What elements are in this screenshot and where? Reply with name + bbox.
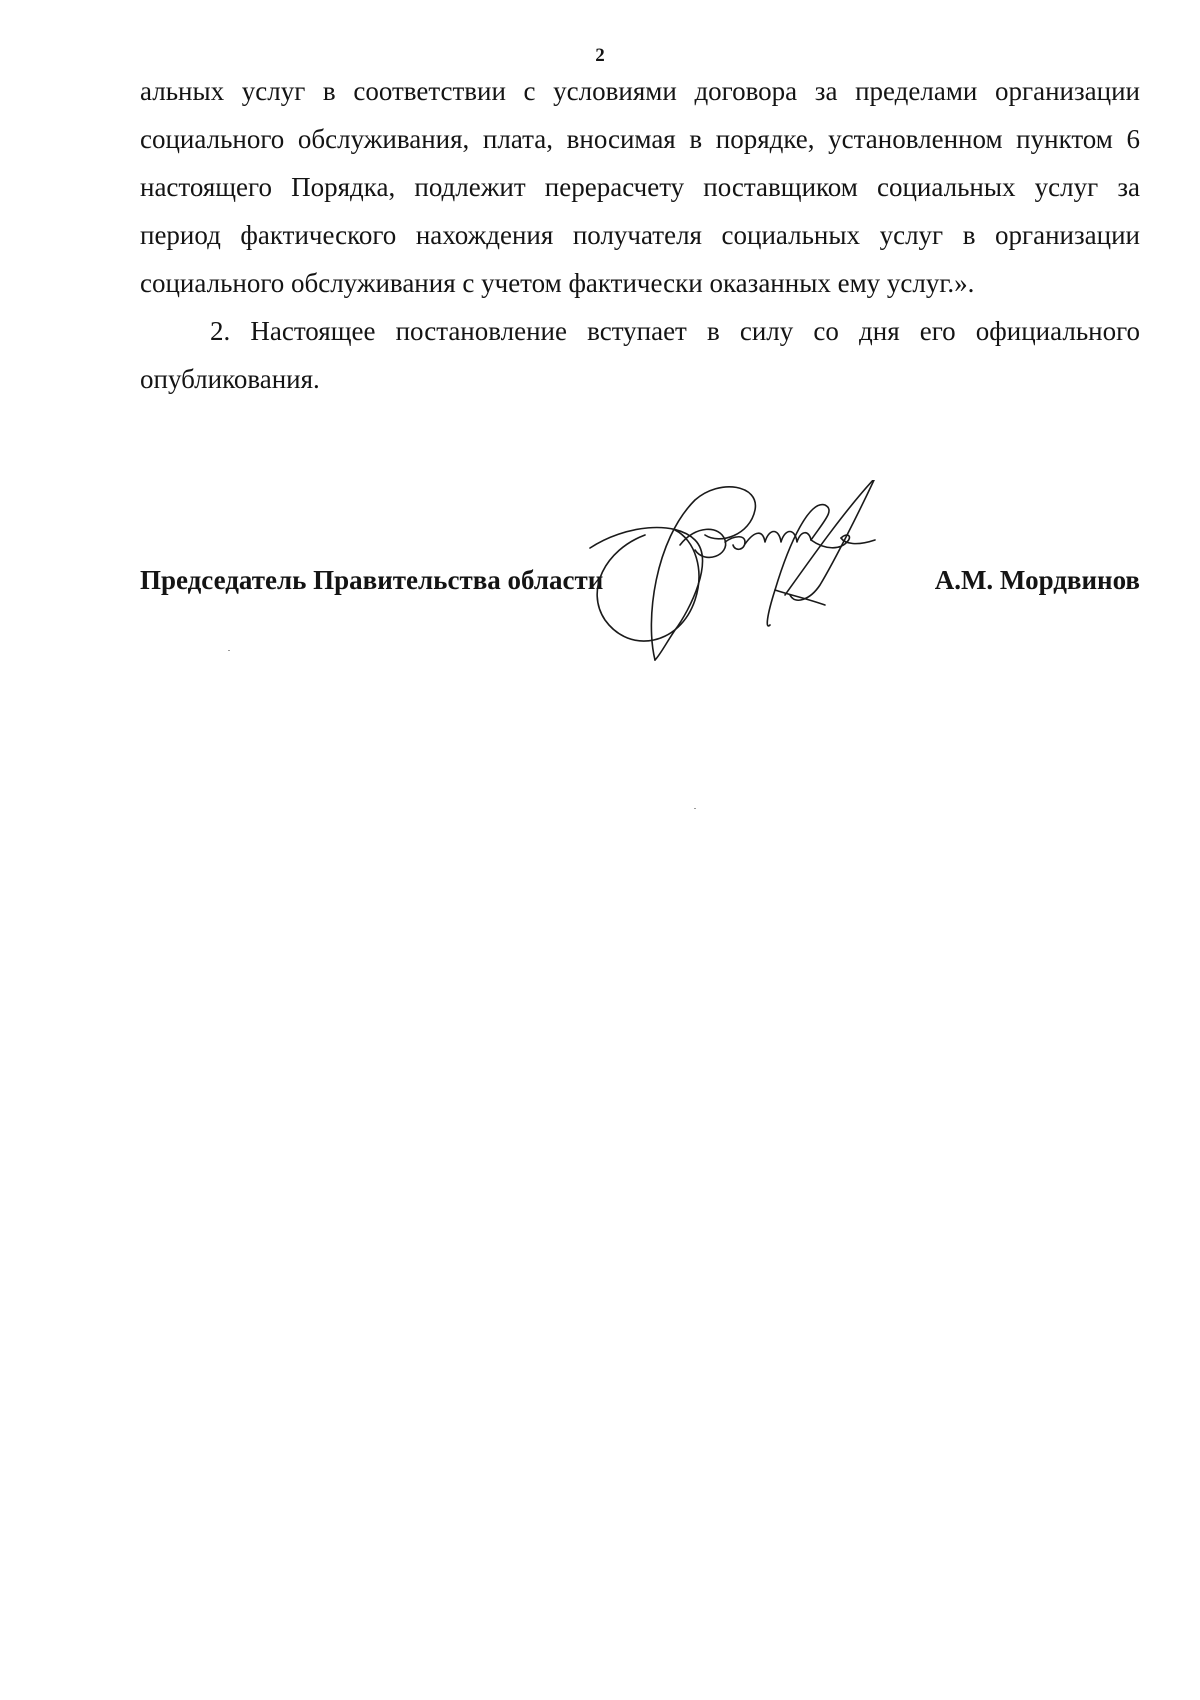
signatory-name: А.М. Мордвинов: [934, 565, 1140, 595]
paragraph-continued: альных услуг в соответствии с условиями договора за пределами организации социального обслуживания, плата, вносимая в порядке, установленном пунктом 6 настоящего Порядка, подлежит перерасчету поставщиком социальных услуг за период фактического нахождения получателя социальных услуг в организации социального обслуживания с учетом фактически оказанных ему услуг.».: [140, 76, 1140, 298]
scan-artifact: [228, 650, 230, 651]
scan-artifact: [694, 808, 696, 809]
signatory-position: Председатель Правительства области: [140, 565, 604, 595]
handwritten-signature-icon: [585, 480, 915, 680]
page-number: 2: [595, 45, 605, 66]
paragraph-effective-date: 2. Настоящее постановление вступает в силу со дня его официального опубликования.: [140, 316, 1140, 394]
